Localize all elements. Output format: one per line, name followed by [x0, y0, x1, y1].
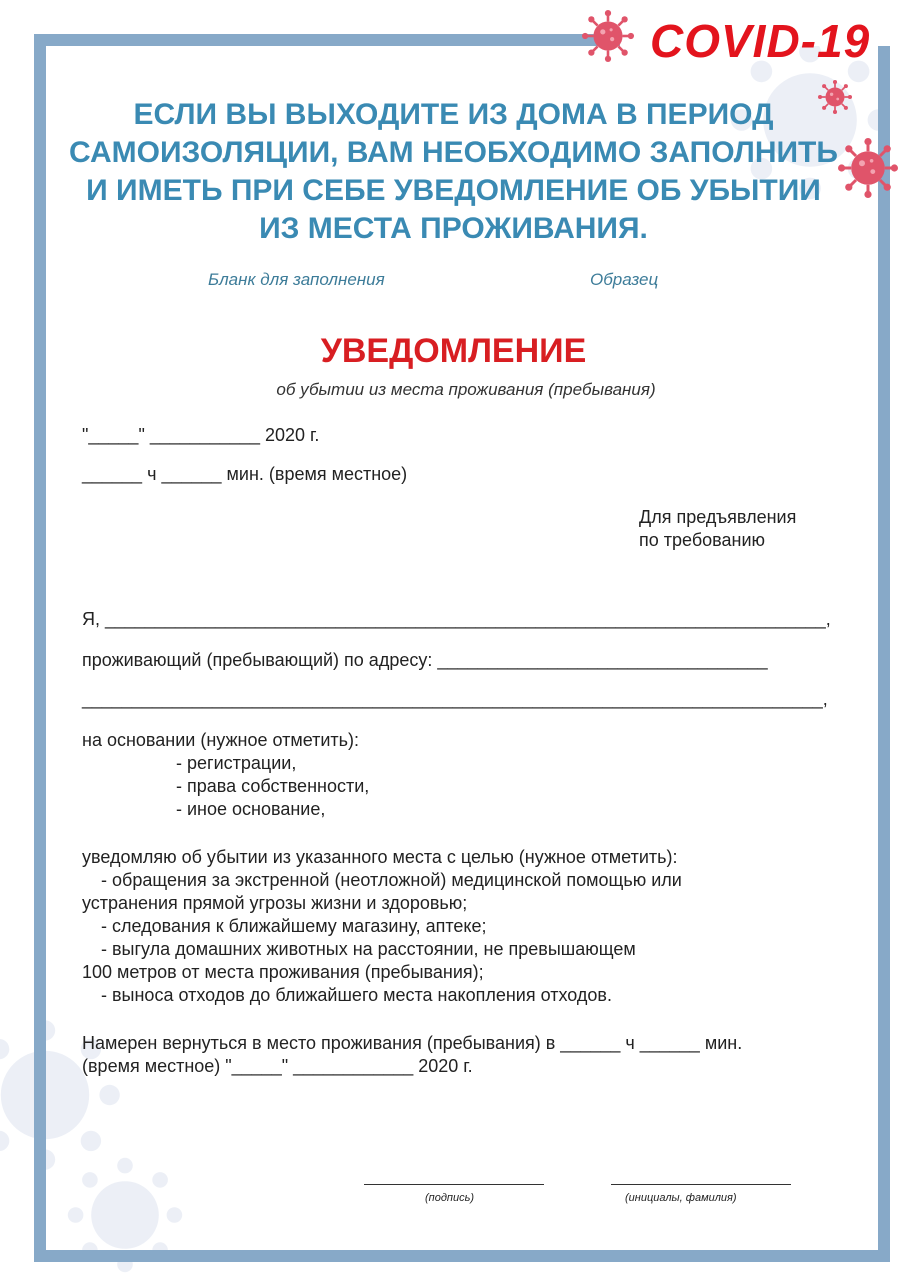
basis-heading: на основании (нужное отметить):	[82, 730, 360, 750]
purpose-item: - выгула домашних животных на расстоянии, не превышающем	[101, 939, 636, 959]
date-line: "_____" ___________ 2020 г.	[82, 425, 320, 445]
purpose-item: - обращения за экстренной (неотложной) медицинской помощью или	[101, 870, 682, 890]
blank-label: Бланк для заполнения	[208, 270, 385, 289]
virus-icon	[582, 10, 634, 62]
name-signature-label: (инициалы, фамилия)	[625, 1192, 737, 1204]
address-line-2: __________________________________________________________________________,	[82, 689, 828, 709]
headline-line: ИЗ МЕСТА ПРОЖИВАНИЯ.	[259, 212, 648, 245]
return-line: Намерен вернуться в место проживания (пребывания) в ______ ч ______ мин.	[82, 1033, 743, 1053]
purpose-item-cont: устранения прямой угрозы жизни и здоровью;	[82, 893, 468, 913]
signature-label: (подпись)	[425, 1192, 475, 1204]
headline-line: САМОИЗОЛЯЦИИ, ВАМ НЕОБХОДИМО ЗАПОЛНИТЬ	[69, 136, 838, 169]
presentation-note-line: по требованию	[639, 530, 766, 550]
purpose-item: - следования к ближайшему магазину, аптеке;	[101, 916, 487, 936]
basis-item: - права собственности,	[176, 776, 370, 796]
purpose-item: - выноса отходов до ближайшего места накопления отходов.	[101, 985, 612, 1005]
address-line: проживающий (пребывающий) по адресу: _________________________________	[82, 650, 768, 670]
basis-item: - иное основание,	[176, 799, 326, 819]
headline-line: ЕСЛИ ВЫ ВЫХОДИТЕ ИЗ ДОМА В ПЕРИОД	[133, 98, 774, 131]
signature-line	[364, 1184, 544, 1185]
time-line: ______ ч ______ мин. (время местное)	[82, 464, 408, 484]
purpose-heading: уведомляю об убытии из указанного места с целью (нужное отметить):	[82, 847, 678, 867]
notice-title: УВЕДОМЛЕНИЕ	[320, 332, 587, 370]
headline-line: И ИМЕТЬ ПРИ СЕБЕ УВЕДОМЛЕНИЕ ОБ УБЫТИИ	[86, 174, 821, 207]
name-line: Я, ________________________________________________________________________,	[82, 609, 831, 629]
sample-label: Образец	[590, 270, 659, 289]
purpose-item-cont: 100 метров от места проживания (пребывания);	[82, 962, 484, 982]
headline	[40, 96, 867, 248]
return-line-2: (время местное) "_____" ____________ 2020 г.	[82, 1056, 473, 1076]
basis-item: - регистрации,	[176, 753, 297, 773]
presentation-note-line: Для предъявления	[639, 507, 797, 527]
name-signature-line	[611, 1184, 791, 1185]
covid-title: COVID-19	[650, 15, 871, 67]
presentation-note	[639, 506, 796, 552]
notice-subtitle: об убытии из места проживания (пребывания)	[276, 380, 656, 399]
